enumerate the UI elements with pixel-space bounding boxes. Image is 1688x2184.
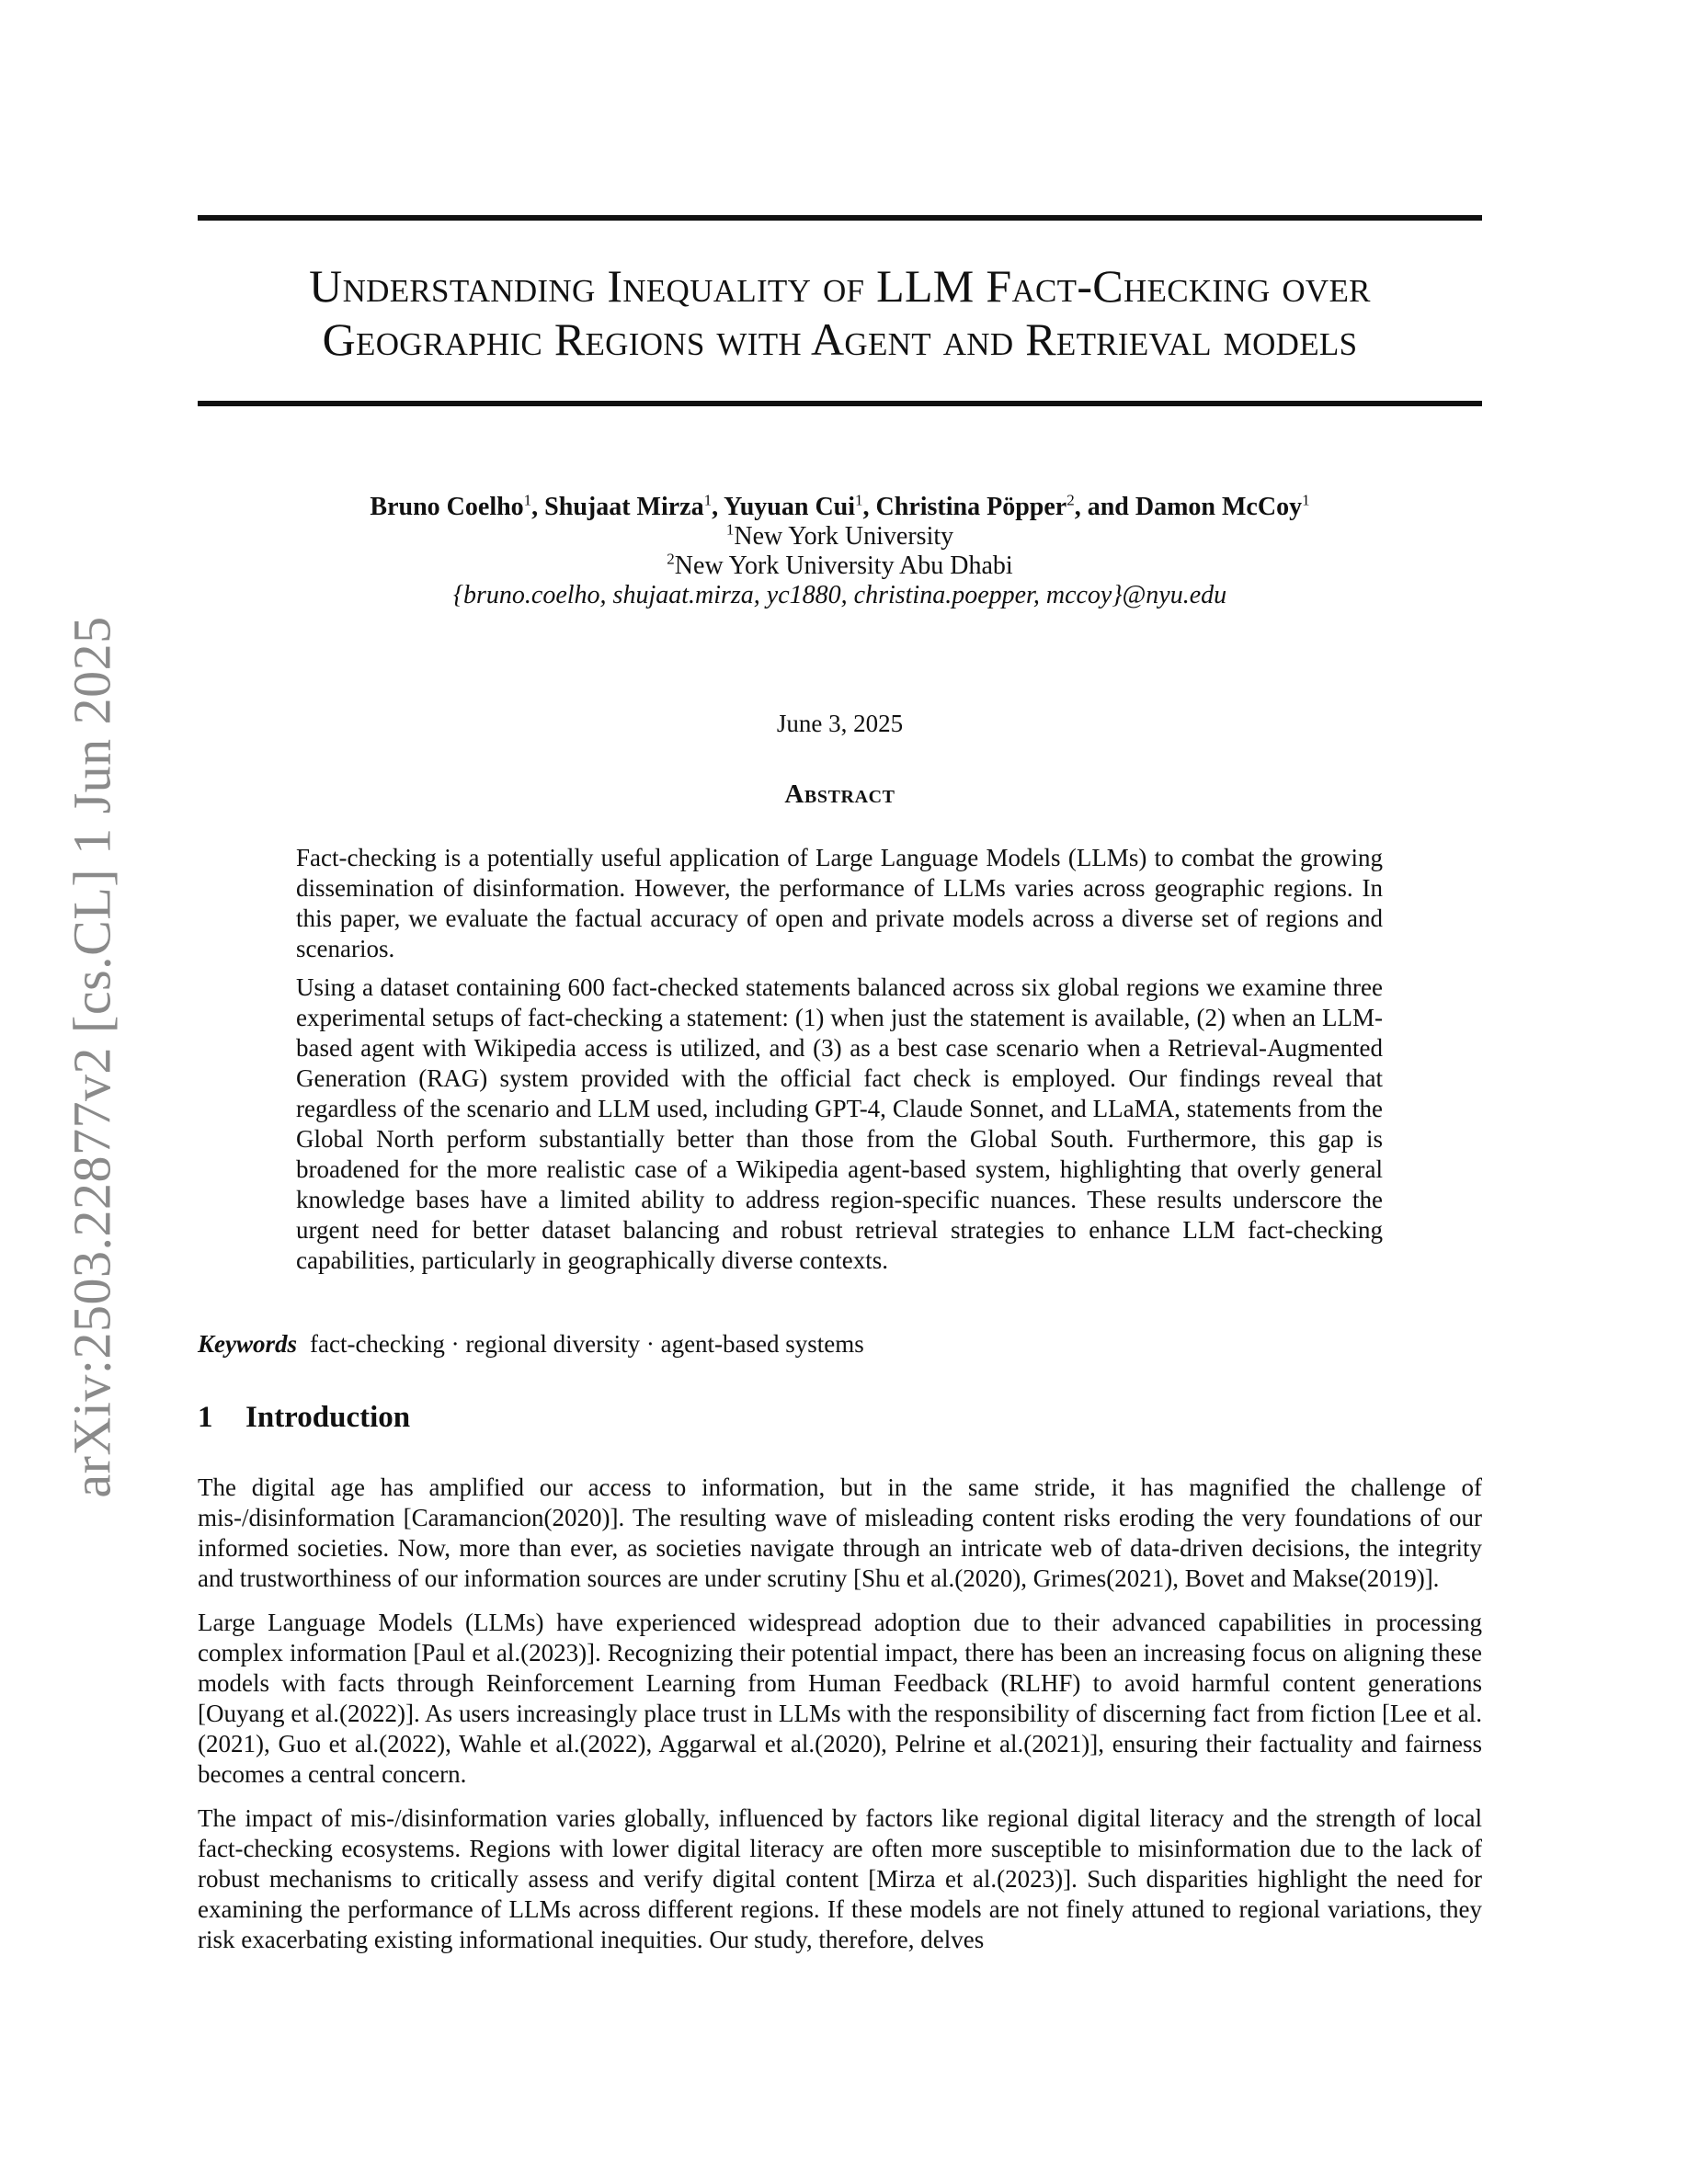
section-number: 1 <box>198 1401 213 1434</box>
title-bottom-rule <box>198 401 1482 406</box>
author-separator: , and <box>1074 493 1135 521</box>
title-top-rule <box>198 215 1482 221</box>
author-separator: , <box>531 493 545 521</box>
section-heading-introduction <box>198 1401 410 1435</box>
author-name: Damon McCoy <box>1135 493 1303 521</box>
keywords-label: Keywords <box>198 1330 297 1358</box>
section-title: Introduction <box>245 1401 411 1434</box>
affiliation-mark: 2 <box>667 550 675 568</box>
arxiv-identifier-stamp: arXiv:2503.22877v2 [cs.CL] 1 Jun 2025 <box>62 616 122 1498</box>
paper-title <box>198 259 1482 366</box>
keywords-list: fact-checking · regional diversity · agent-based systems <box>310 1330 864 1358</box>
title-line-2: Geographic Regions with Agent and Retrieval models <box>322 313 1358 365</box>
title-line-1: Understanding Inequality of LLM Fact-Checking over <box>309 260 1371 312</box>
author-affiliation-mark: 1 <box>855 491 863 509</box>
abstract-body <box>296 843 1383 1284</box>
author-list <box>198 493 1482 522</box>
affiliation-1 <box>198 522 1482 552</box>
affiliation-text: New York University <box>734 522 954 551</box>
body-paragraph: The impact of mis-/disinformation varies globally, influenced by factors like regional digital literacy and the strength of local fact-checking ecosystems. Regions with lower digital literacy are often more susceptible to misinformation due to the lack of robust mechanisms to critically assess and verify digital content [Mirza et al.(2023)]. Such disparities highlight the need for examining the performance of LLMs across different regions. If these models are not finely attuned to regional variations, they risk exacerbating existing informational inequities. Our study, therefore, delves <box>198 1804 1482 1953</box>
author-separator: , <box>712 493 724 521</box>
author-block <box>198 493 1482 610</box>
affiliation-2 <box>198 552 1482 581</box>
abstract-heading: Abstract <box>784 779 895 809</box>
keywords-line <box>198 1329 1482 1359</box>
author-name: Christina Pöpper <box>875 493 1067 521</box>
publication-date: June 3, 2025 <box>776 710 904 737</box>
affiliation-text: New York University Abu Dhabi <box>674 552 1013 580</box>
author-affiliation-mark: 1 <box>703 491 713 509</box>
author-emails: {bruno.coelho, shujaat.mirza, yc1880, christina.poepper, mccoy}@nyu.edu <box>452 581 1227 609</box>
author-affiliation-mark: 2 <box>1066 491 1075 509</box>
author-name: Shujaat Mirza <box>544 493 704 521</box>
introduction-body <box>198 1473 1482 1969</box>
author-affiliation-mark: 1 <box>1302 491 1310 509</box>
body-paragraph: The digital age has amplified our access to information, but in the same stride, it has magnified the challenge of mis-/disinformation [Caramancion(2020)]. The resulting wave of misleading content risks eroding the very foundations of our informed societies. Now, more than ever, as societies navigate through an intricate web of data-driven decisions, the integrity and trustworthiness of our information sources are under scrutiny [Shu et al.(2020), Grimes(2021), Bovet and Makse(2019)]. <box>198 1473 1482 1592</box>
author-separator: , <box>862 493 876 521</box>
affiliation-mark: 1 <box>725 520 735 539</box>
abstract-paragraph: Using a dataset containing 600 fact-checked statements balanced across six global regions we examine three experimental setups of fact-checking a statement: (1) when just the statement is available, (2) when an LLM-based agent with Wikipedia access is utilized, and (3) as a best case scenario when a Retrieval-Augmented Generation (RAG) system provided with the official fact check is employed. Our findings reveal that regardless of the scenario and LLM used, including GPT-4, Claude Sonnet, and LLaMA, statements from the Global North perform substantially better than those from the Global South. Furthermore, this gap is broadened for the more realistic case of a Wikipedia agent-based system, highlighting that overly general knowledge bases have a limited ability to address region-specific nuances. These results underscore the urgent need for better dataset balancing and robust retrieval strategies to enhance LLM fact-checking capabilities, particularly in geographically diverse contexts. <box>296 973 1383 1274</box>
body-paragraph: Large Language Models (LLMs) have experienced widespread adoption due to their advanced capabilities in processing complex information [Paul et al.(2023)]. Recognizing their potential impact, there has been an increasing focus on aligning these models with facts through Reinforcement Learning from Human Feedback (RLHF) to avoid harmful content generations [Ouyang et al.(2022)]. As users increasingly place trust in LLMs with the responsibility of discerning fact from fiction [Lee et al.(2021), Guo et al.(2022), Wahle et al.(2022), Aggarwal et al.(2020), Pelrine et al.(2021)], ensuring their factuality and fairness becomes a central concern. <box>198 1609 1482 1788</box>
abstract-paragraph: Fact-checking is a potentially useful application of Large Language Models (LLMs) to combat the growing dissemination of disinformation. However, the performance of LLMs varies across geographic regions. In this paper, we evaluate the factual accuracy of open and private models across a diverse set of regions and scenarios. <box>296 844 1383 962</box>
author-name: Bruno Coelho <box>370 493 524 521</box>
author-name: Yuyuan Cui <box>724 493 856 521</box>
author-affiliation-mark: 1 <box>523 491 532 509</box>
